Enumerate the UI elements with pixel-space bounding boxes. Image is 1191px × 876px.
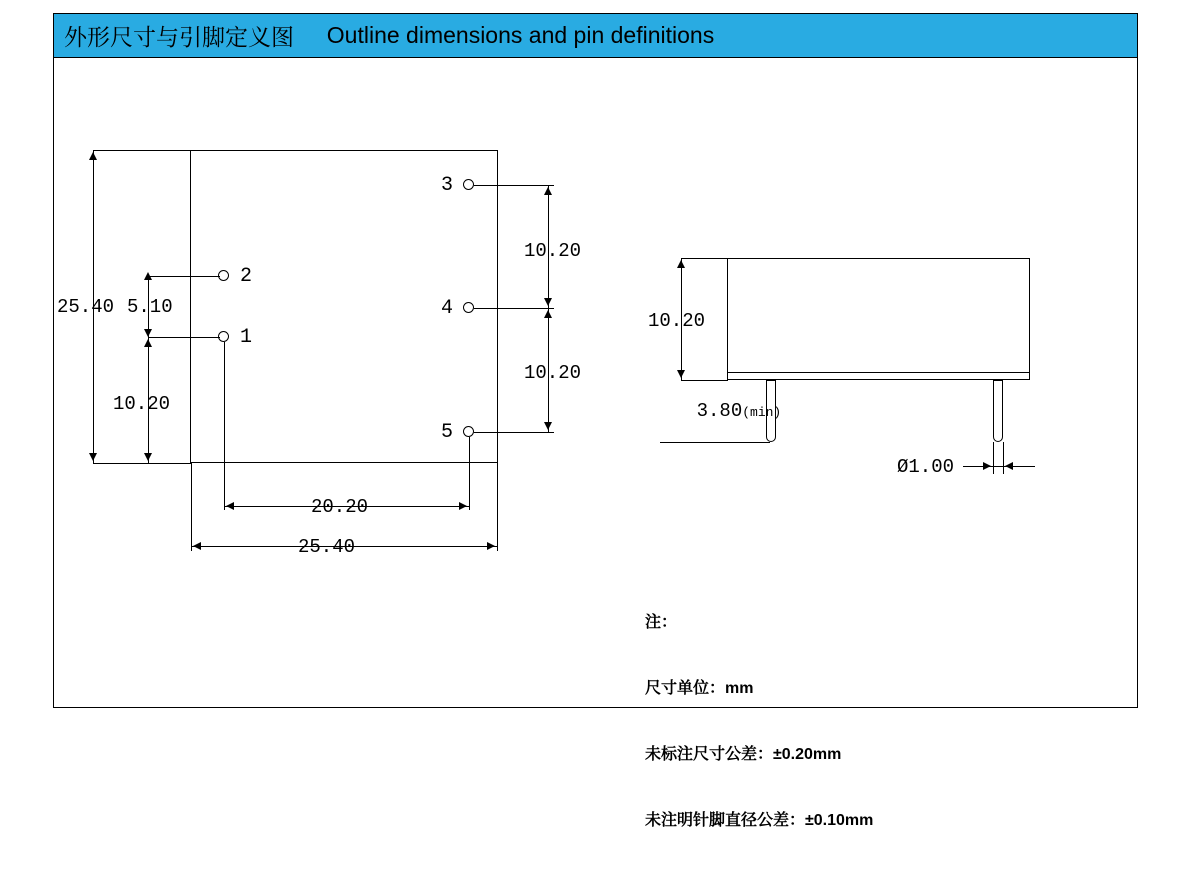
dim-total-height-arrow-top xyxy=(89,152,97,160)
ext-line-side-top xyxy=(681,258,728,259)
dim-pin-dia-line xyxy=(963,466,1035,467)
ext-line-pin-dia-left xyxy=(993,442,994,474)
dim-pin4-pin5-label: 10.20 xyxy=(524,362,582,384)
dim-25p40-arrow-left xyxy=(193,542,201,550)
dim-total-height-label: 25.40 xyxy=(57,296,115,318)
pin-label-4: 4 xyxy=(441,297,454,320)
ext-line-pin3 xyxy=(474,185,554,186)
dim-pin4-pin5-arrow-bottom xyxy=(544,422,552,430)
dim-pin1-bottom-arrow-top xyxy=(144,339,152,347)
dim-20p20-arrow-left xyxy=(226,502,234,510)
side-view-base-line xyxy=(727,372,1030,373)
dim-pin-length-value: 3.80 xyxy=(696,400,743,422)
title-spacer xyxy=(294,22,317,49)
ext-line-pin5 xyxy=(474,432,554,433)
title-bar xyxy=(54,14,1137,58)
side-view-pin-right xyxy=(993,380,1003,442)
dim-20p20-arrow-right xyxy=(459,502,467,510)
dim-pin1-bottom-label: 10.20 xyxy=(113,393,171,415)
title-cn: 外形尺寸与引脚定义图 xyxy=(64,24,294,50)
ext-line-top-left xyxy=(93,150,191,151)
dim-pin4-pin5-arrow-top xyxy=(544,310,552,318)
notes-line-1: 尺寸单位：mm xyxy=(645,680,754,697)
dim-pin-length-suffix: (min) xyxy=(742,405,782,420)
dim-pin1-bottom-arrow-bottom xyxy=(144,453,152,461)
pin-circle-5 xyxy=(463,426,474,437)
ext-line-left-edge-vert xyxy=(191,463,192,551)
ext-line-bottom-left xyxy=(93,463,191,464)
ext-line-pin-dia-right xyxy=(1003,442,1004,474)
ext-line-right-edge-vert xyxy=(497,463,498,551)
dim-side-height-arrow-bottom xyxy=(677,370,685,378)
dim-side-height-arrow-top xyxy=(677,260,685,268)
ext-line-pin1 xyxy=(148,337,220,338)
dim-pin-length-label xyxy=(651,378,781,444)
pin-label-3: 3 xyxy=(441,174,454,197)
ext-line-pin5-vert xyxy=(469,437,470,510)
dim-pin-dia-arrow-left xyxy=(983,462,991,470)
ext-line-pin2 xyxy=(148,276,220,277)
notes-line-3: 未注明针脚直径公差：±0.10mm xyxy=(645,812,874,829)
dim-pin3-pin4-arrow-bottom xyxy=(544,298,552,306)
pin-label-1: 1 xyxy=(240,326,253,349)
dim-pin3-pin4-arrow-top xyxy=(544,187,552,195)
dim-pin3-pin4-label: 10.20 xyxy=(524,240,582,262)
dim-5p10-label: 5.10 xyxy=(127,296,173,318)
pin-label-2: 2 xyxy=(240,265,253,288)
notes-heading: 注： xyxy=(645,614,678,631)
dim-pin-dia-label: Ø1.00 xyxy=(897,456,955,478)
dim-20p20-label: 20.20 xyxy=(311,496,369,518)
dim-25p40-label: 25.40 xyxy=(298,536,356,558)
dim-5p10-arrow-bottom xyxy=(144,329,152,337)
side-view-body-outline xyxy=(727,258,1030,380)
dim-side-height-label: 10.20 xyxy=(648,310,706,332)
ext-line-pin1-vert xyxy=(224,342,225,510)
ext-line-pin4 xyxy=(474,308,554,309)
notes-line-2: 未标注尺寸公差：±0.20mm xyxy=(645,746,842,763)
dim-pin-dia-arrow-right xyxy=(1005,462,1013,470)
pin-circle-3 xyxy=(463,179,474,190)
dim-25p40-arrow-right xyxy=(487,542,495,550)
pin-label-5: 5 xyxy=(441,421,454,444)
notes-block xyxy=(645,568,873,876)
dim-total-height-arrow-bottom xyxy=(89,453,97,461)
pin-circle-4 xyxy=(463,302,474,313)
title-en: Outline dimensions and pin definitions xyxy=(326,22,715,48)
